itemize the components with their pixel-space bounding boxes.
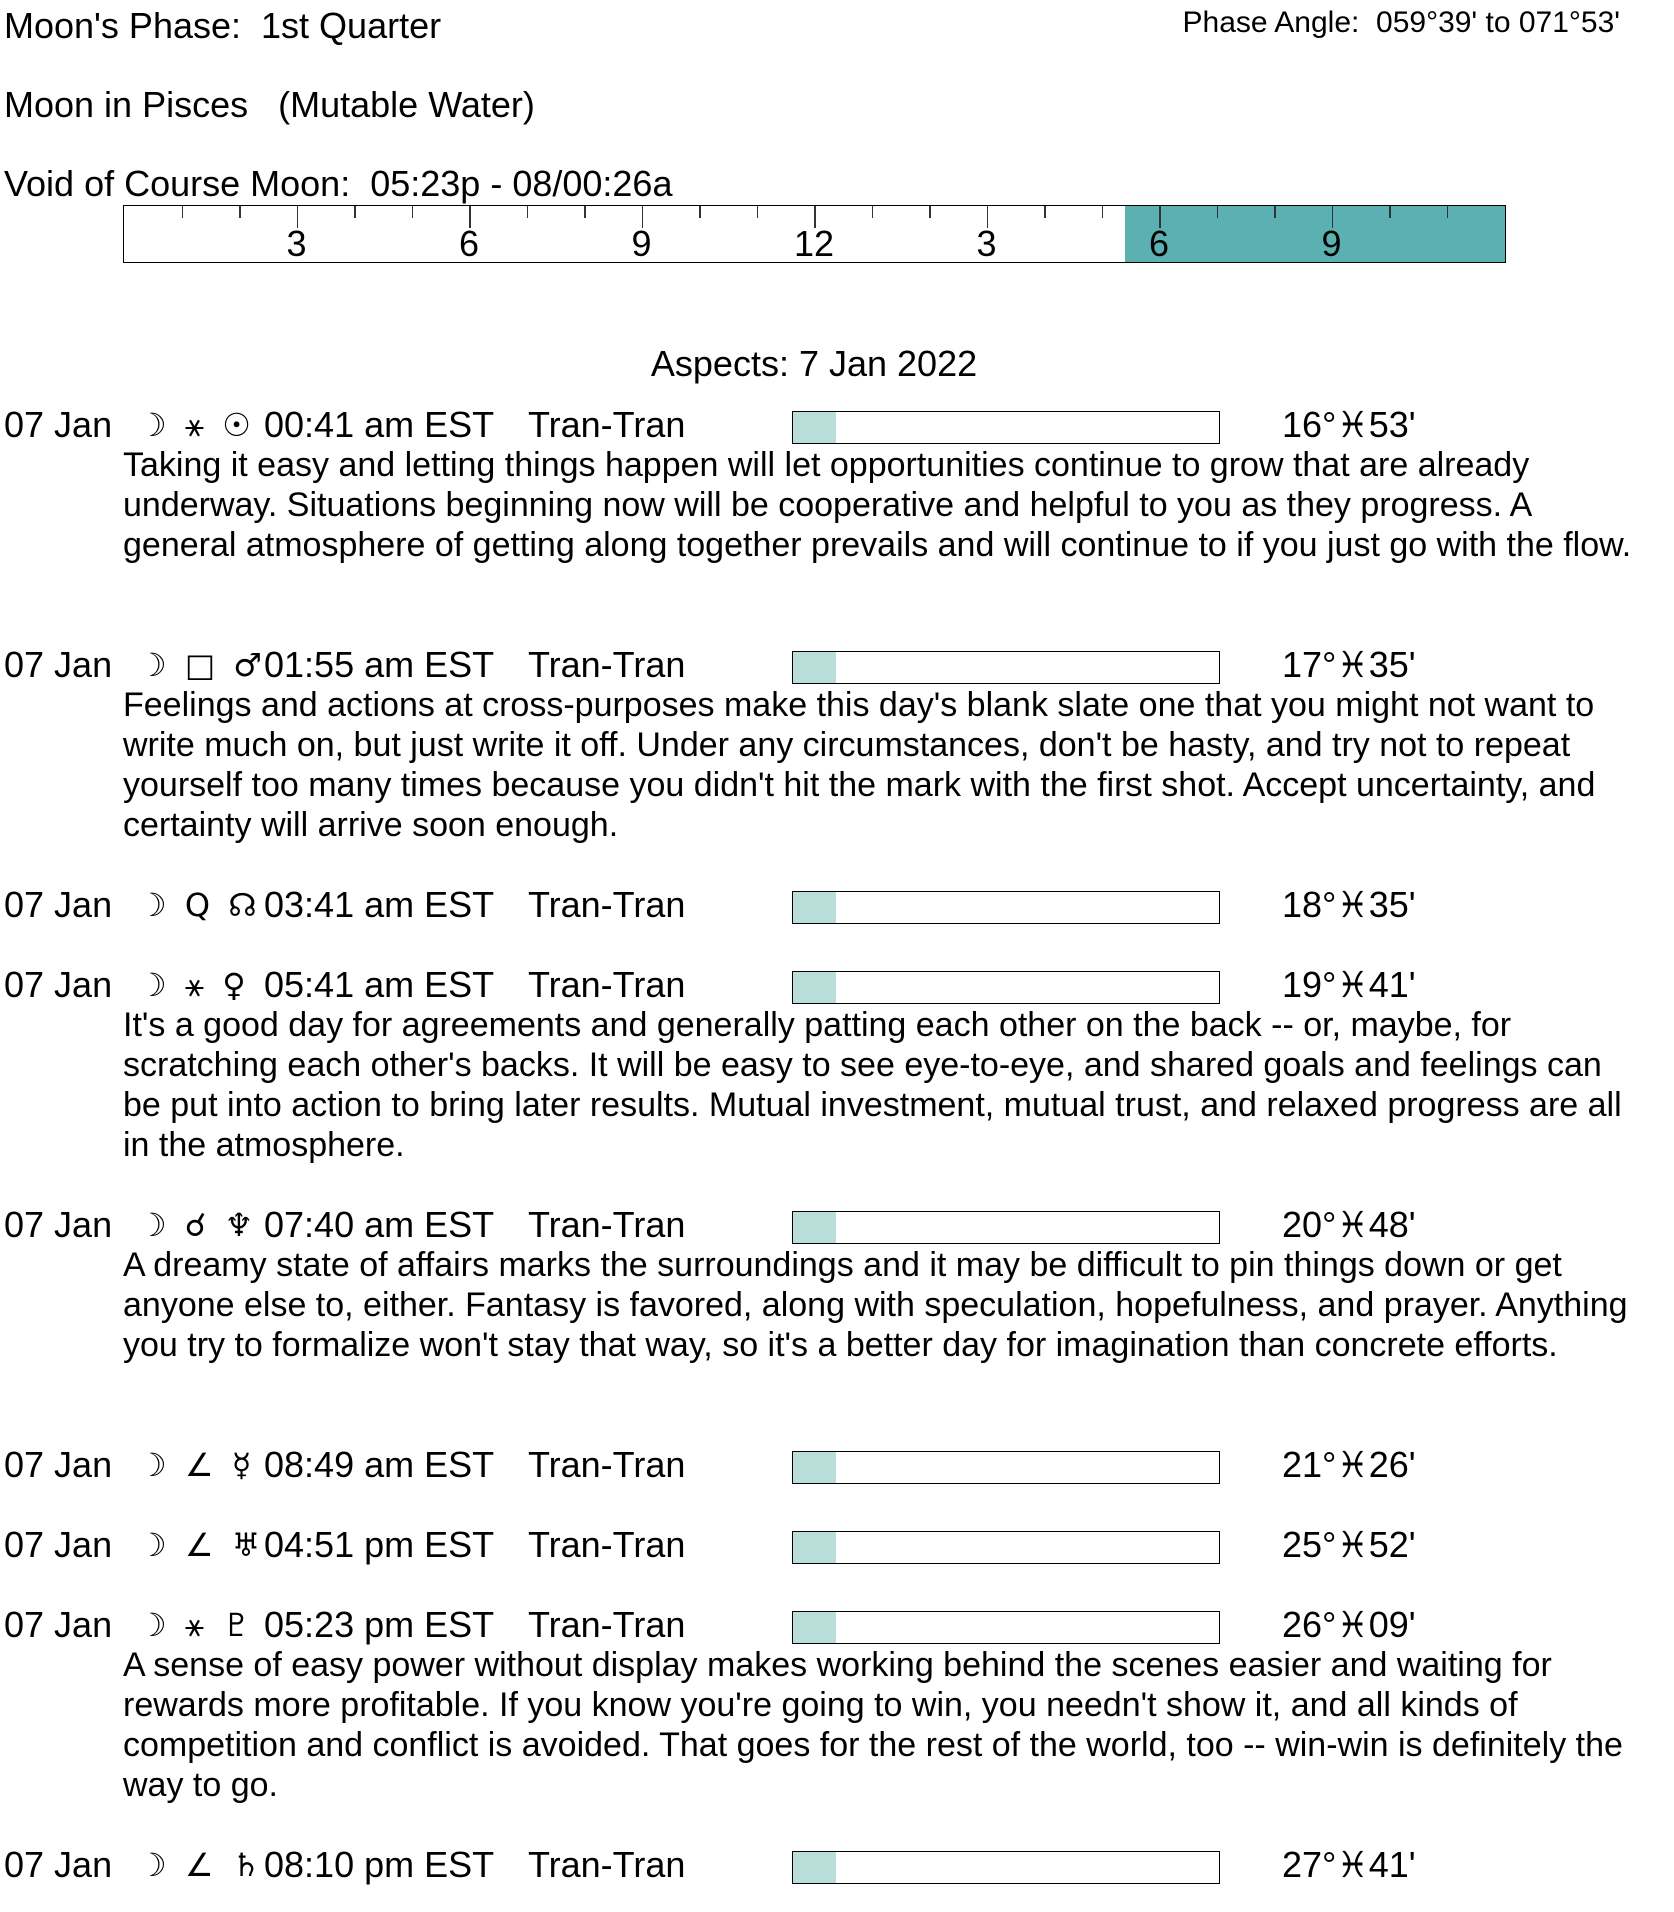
aspect-date: 07 Jan — [4, 884, 113, 925]
aspect-symbols: ☽ □ ♂ — [138, 646, 266, 684]
aspect-strength-bar — [792, 1611, 1220, 1644]
aspect-type: Tran-Tran — [528, 644, 686, 685]
timeline-tick — [1274, 206, 1276, 218]
aspect-description: It's a good day for agreements and generally patting each other on the back -- or, maybe, for scratching each other's backs. It will be easy to see eye-to-eye, and shared goals and feelings can be put into action to bring later results. Mutual investment, mutual trust, and relaxed progress are all in the atmosphere. — [123, 1006, 1622, 1164]
aspect-description: Taking it easy and letting things happen will let opportunities continue to grow that are already underway. Situations beginning now will be cooperative and helpful to you as they progress. A general atmosphere of getting along together prevails and will continue to if you just go with the flow. — [123, 446, 1632, 564]
phase-angle-value: 059°39' to 071°53' — [1376, 6, 1620, 39]
aspect-strength-bar — [792, 971, 1220, 1004]
aspect-type: Tran-Tran — [528, 1604, 686, 1645]
aspect-type: Tran-Tran — [528, 1444, 686, 1485]
aspect-time: 08:49 am EST — [264, 1444, 495, 1485]
timeline-tick — [527, 206, 529, 218]
timeline-hour-label: 6 — [458, 223, 480, 264]
aspect-position: 27°♓41' — [1282, 1844, 1416, 1885]
aspect-date: 07 Jan — [4, 1524, 113, 1565]
timeline-tick — [699, 206, 701, 218]
aspect-symbols: ☽ ⚹ ♇ — [138, 1606, 255, 1644]
aspect-strength-fill — [793, 1532, 836, 1563]
timeline-tick — [929, 206, 931, 218]
aspect-position: 21°♓26' — [1282, 1444, 1416, 1485]
aspect-time: 08:10 pm EST — [264, 1844, 495, 1885]
aspect-symbols: ☽ ⚹ ☉ — [138, 406, 255, 444]
aspect-type: Tran-Tran — [528, 1524, 686, 1565]
aspect-strength-fill — [793, 892, 836, 923]
aspect-type: Tran-Tran — [528, 1204, 686, 1245]
aspect-strength-bar — [792, 651, 1220, 684]
aspect-strength-bar — [792, 411, 1220, 444]
aspect-time: 05:41 am EST — [264, 964, 495, 1005]
timeline-hour-label: 9 — [631, 223, 652, 264]
aspect-strength-fill — [793, 1612, 836, 1643]
aspect-date: 07 Jan — [4, 1444, 113, 1485]
moon-sign: Moon in Pisces (Mutable Water) — [4, 84, 535, 125]
aspect-description: A sense of easy power without display makes working behind the scenes easier and waiting for rewards more profitable. If you know you're going to win, you needn't show it, and all kinds of competition and conflict is avoided. That goes for the rest of the world, too -- win-win is definitely the way to go. — [123, 1646, 1623, 1804]
timeline-hour-label: 9 — [1321, 223, 1342, 264]
aspect-strength-bar — [792, 1211, 1220, 1244]
aspect-type: Tran-Tran — [528, 884, 686, 925]
aspect-date: 07 Jan — [4, 1604, 113, 1645]
aspect-strength-bar — [792, 891, 1220, 924]
aspect-description: Feelings and actions at cross-purposes make this day's blank slate one that you might not want to write much on, but just write it off. Under any circumstances, don't be hasty, and try not to repeat yourself too many times because you didn't hit the mark with the first shot. Accept uncertainty, and certainty will arrive soon enough. — [123, 686, 1596, 844]
moon-phase-value: 1st Quarter — [261, 5, 442, 46]
timeline-tick — [1389, 206, 1391, 218]
aspect-description: A dreamy state of affairs marks the surroundings and it may be difficult to pin things down or get anyone else to, either. Fantasy is favored, along with speculation, hopefulness, and prayer. Anything you try to formalize won't stay that way, so it's a better day for imagination than concrete efforts. — [123, 1246, 1628, 1364]
timeline-tick — [1102, 206, 1104, 218]
aspect-symbols: ☽ Q ☊ — [138, 886, 261, 924]
aspect-symbols: ☽ ∠ ☿ — [138, 1446, 256, 1484]
timeline-tick — [584, 206, 586, 218]
aspect-strength-fill — [793, 1452, 836, 1483]
aspect-type: Tran-Tran — [528, 1844, 686, 1885]
aspect-time: 03:41 am EST — [264, 884, 495, 925]
aspect-type: Tran-Tran — [528, 964, 686, 1005]
aspect-symbols: ☽ ∠ ♅ — [138, 1526, 265, 1564]
timeline-tick — [1217, 206, 1219, 218]
aspect-symbols: ☽ ∠ ♄ — [138, 1846, 265, 1884]
timeline-tick — [412, 206, 414, 218]
aspect-time: 01:55 am EST — [264, 644, 495, 685]
aspect-strength-fill — [793, 972, 836, 1003]
aspect-position: 25°♓52' — [1282, 1524, 1416, 1565]
aspect-symbols: ☽ ⚹ ♀ — [138, 966, 250, 1004]
aspect-position: 19°♓41' — [1282, 964, 1416, 1005]
aspect-date: 07 Jan — [4, 1844, 113, 1885]
aspect-date: 07 Jan — [4, 644, 113, 685]
moon-sign-quality: (Mutable Water) — [278, 84, 535, 125]
aspect-strength-bar — [792, 1851, 1220, 1884]
void-of-course-timeline — [123, 205, 1506, 263]
timeline-tick — [872, 206, 874, 218]
aspect-date: 07 Jan — [4, 964, 113, 1005]
aspect-strength-bar — [792, 1531, 1220, 1564]
aspect-strength-fill — [793, 652, 836, 683]
aspect-position: 18°♓35' — [1282, 884, 1416, 925]
timeline-tick — [239, 206, 241, 218]
moon-phase-label: Moon's Phase: 1st Quarter — [4, 5, 442, 46]
void-of-course-value: 05:23p - 08/00:26a — [370, 163, 673, 204]
aspect-position: 16°♓53' — [1282, 404, 1416, 445]
aspect-time: 00:41 am EST — [264, 404, 495, 445]
aspect-position: 17°♓35' — [1282, 644, 1416, 685]
phase-angle: Phase Angle: 059°39' to 071°53' — [1182, 6, 1620, 39]
aspect-symbols: ☽ ☌ ♆ — [138, 1206, 258, 1244]
timeline-hour-label: 6 — [1148, 223, 1170, 264]
timeline-hour-label: 3 — [976, 223, 997, 264]
aspect-strength-fill — [793, 412, 836, 443]
aspect-time: 07:40 am EST — [264, 1204, 495, 1245]
timeline-tick — [182, 206, 184, 218]
aspect-type: Tran-Tran — [528, 404, 686, 445]
aspect-position: 26°♓09' — [1282, 1604, 1416, 1645]
timeline-tick — [1044, 206, 1046, 218]
aspect-date: 07 Jan — [4, 1204, 113, 1245]
timeline-tick — [354, 206, 356, 218]
aspect-time: 04:51 pm EST — [264, 1524, 495, 1565]
aspect-time: 05:23 pm EST — [264, 1604, 495, 1645]
aspects-title: Aspects: 7 Jan 2022 — [650, 343, 978, 384]
timeline-tick — [757, 206, 759, 218]
timeline-hour-label: 12 — [793, 223, 835, 264]
timeline-tick — [1447, 206, 1449, 218]
aspect-position: 20°♓48' — [1282, 1204, 1416, 1245]
timeline-hour-label: 3 — [286, 223, 307, 264]
aspect-strength-fill — [793, 1852, 836, 1883]
void-of-course: Void of Course Moon: 05:23p - 08/00:26a — [4, 163, 673, 204]
aspect-date: 07 Jan — [4, 404, 113, 445]
aspect-strength-bar — [792, 1451, 1220, 1484]
aspect-strength-fill — [793, 1212, 836, 1243]
